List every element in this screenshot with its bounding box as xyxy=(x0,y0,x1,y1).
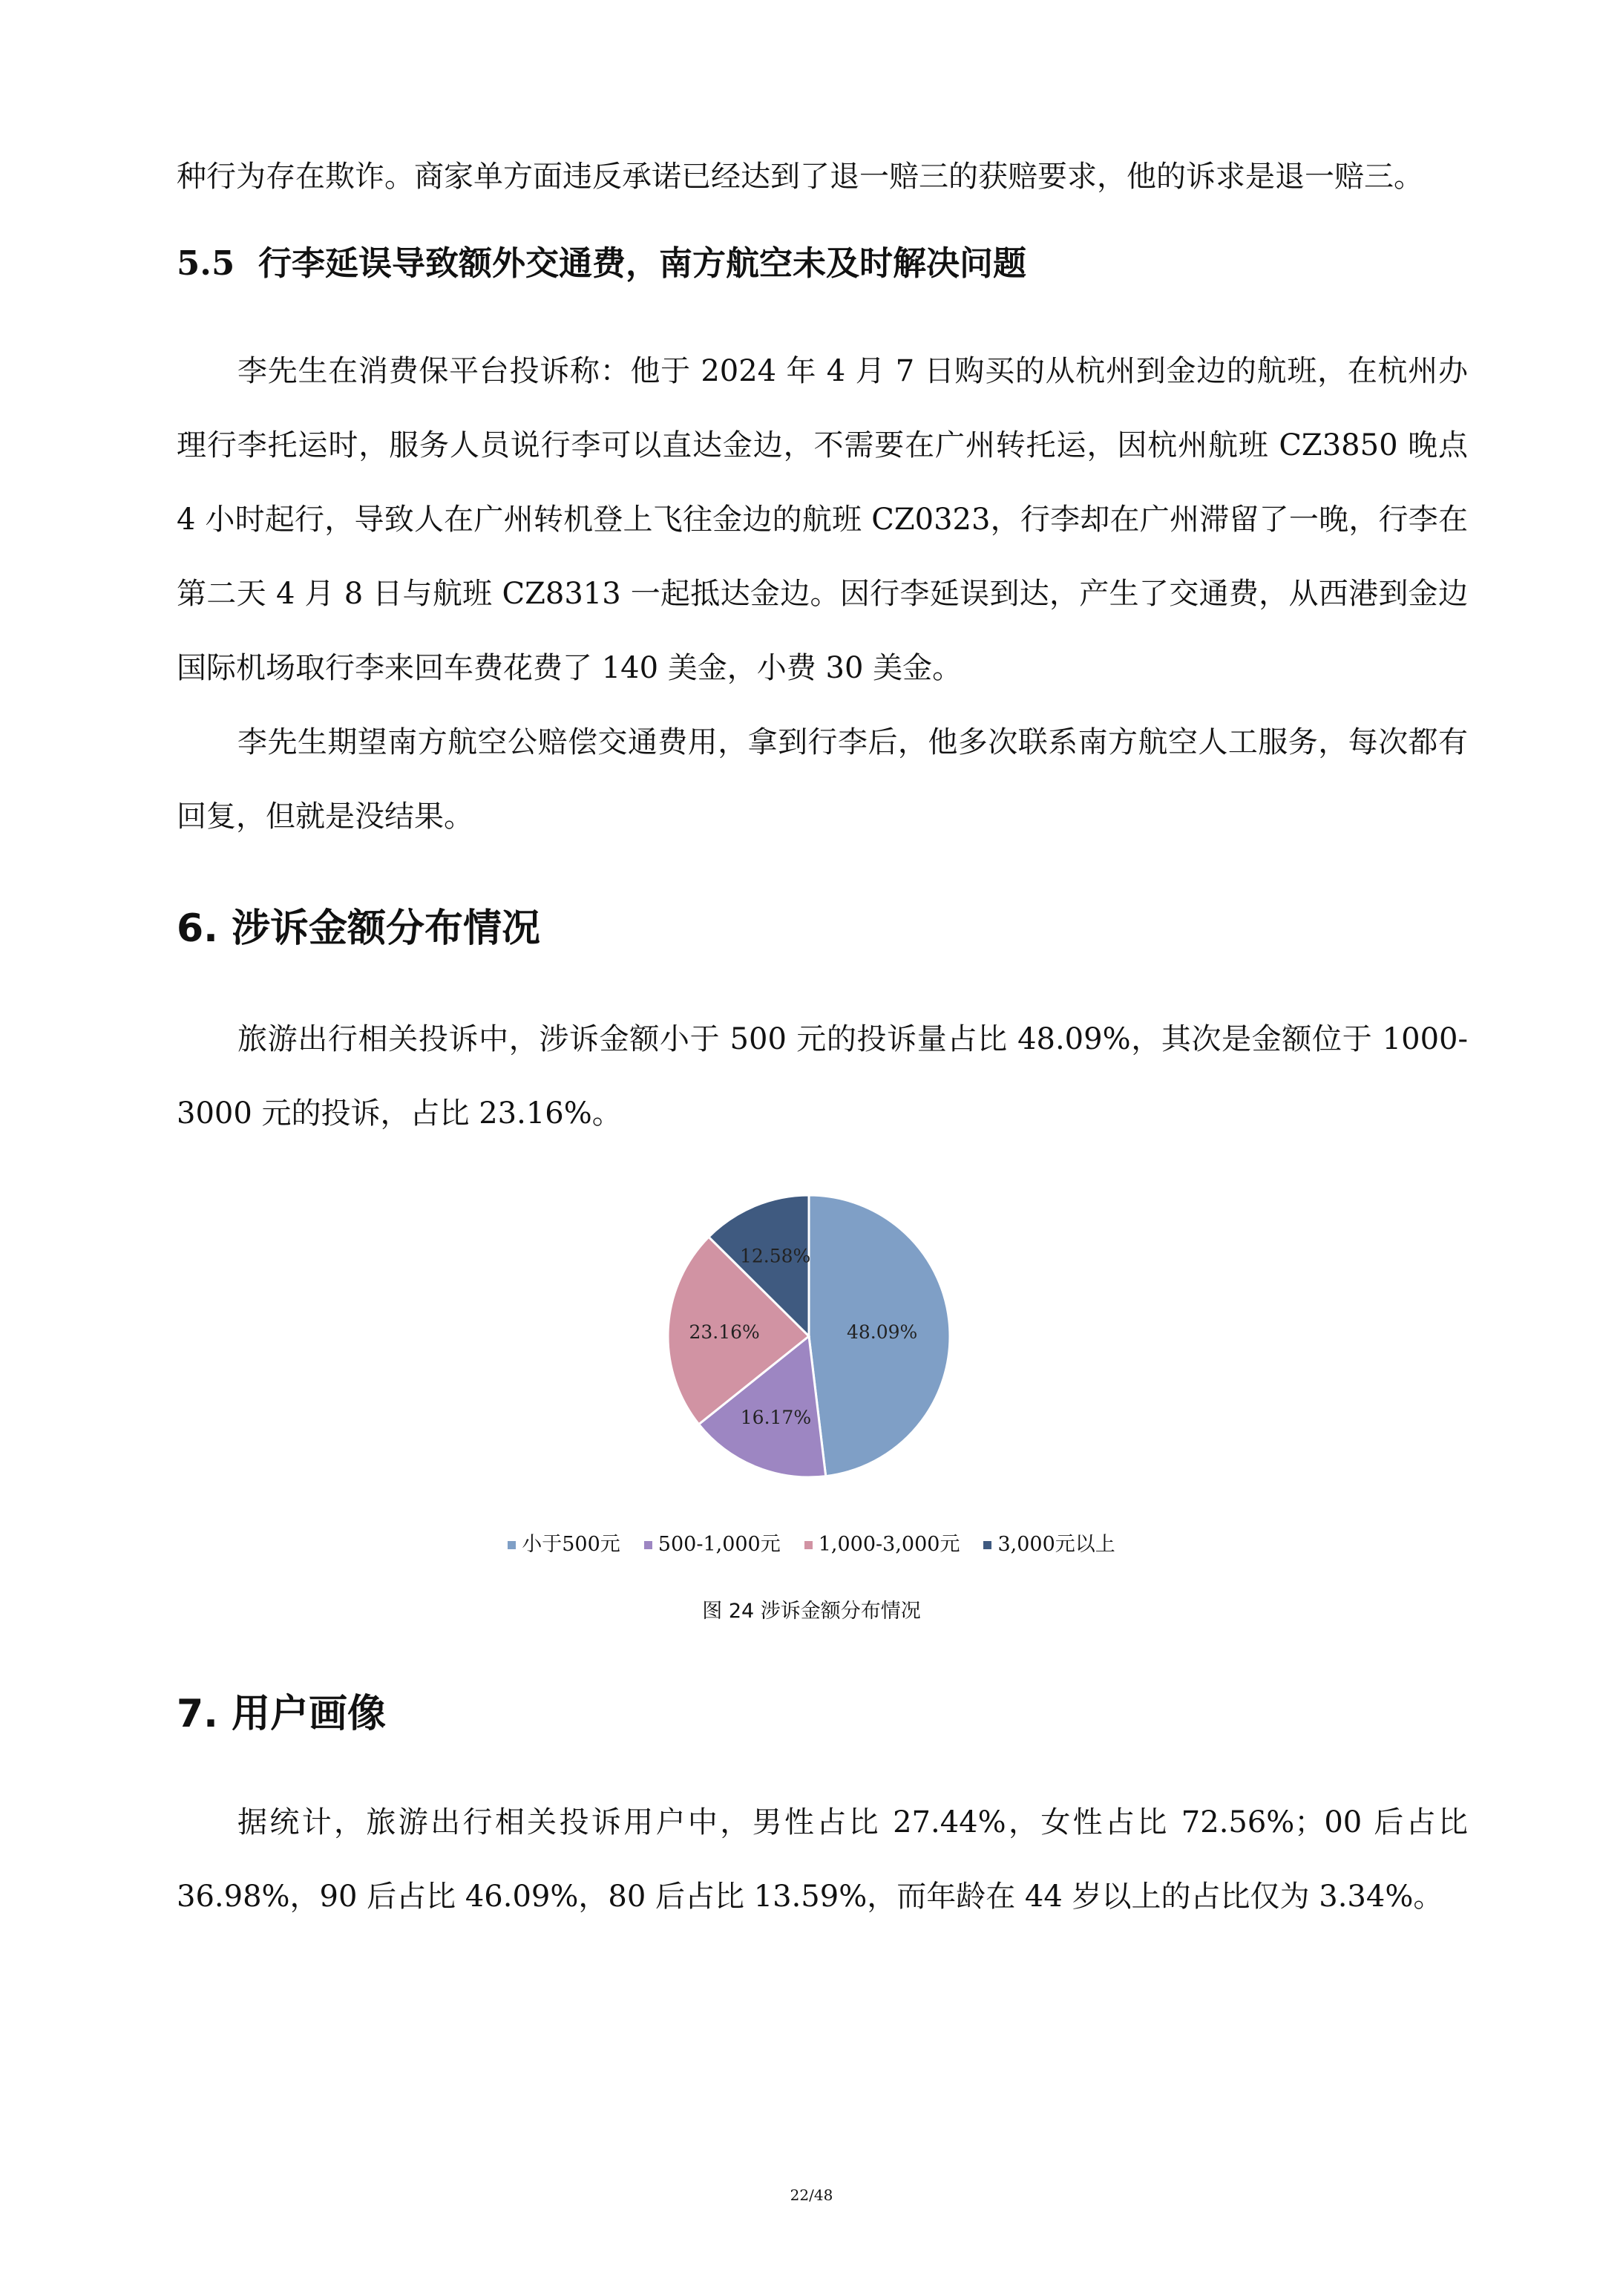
legend-label-1: 500-1,000元 xyxy=(658,1533,781,1556)
section-5-5-title: 行李延误导致额外交通费，南方航空未及时解决问题 xyxy=(258,243,1027,283)
legend-swatch-3 xyxy=(983,1541,991,1549)
pie-data-label-1: 16.17% xyxy=(740,1407,812,1429)
legend-label-0: 小于500元 xyxy=(522,1533,620,1556)
legend-swatch-0 xyxy=(508,1541,516,1549)
section-5-5-heading xyxy=(177,236,1026,284)
section-6-heading: 6. 涉诉金额分布情况 xyxy=(177,906,541,951)
legend-label-2: 1,000-3,000元 xyxy=(818,1533,960,1556)
section-7-heading: 7. 用户画像 xyxy=(177,1692,387,1736)
legend-swatch-1 xyxy=(644,1541,652,1549)
page-number: 22/48 xyxy=(790,2186,833,2204)
legend-item-1 xyxy=(644,1528,781,1557)
amount-distribution-pie-chart xyxy=(653,1180,965,1492)
intro-paragraph: 种行为存在欺诈。商家单方面违反承诺已经达到了退一赔三的获赔要求，他的诉求是退一赔三。 xyxy=(177,160,1423,194)
section-6-paragraph: 旅游出行相关投诉中，涉诉金额小于 500 元的投诉量占比 48.09%，其次是金额位于 1000-3000 元的投诉，占比 23.16%。 xyxy=(177,1022,1468,1131)
section-5-5-number: 5.5 xyxy=(177,243,235,283)
legend-item-3 xyxy=(983,1528,1115,1557)
chart-legend xyxy=(0,1528,1623,1557)
section-7-paragraph: 据统计，旅游出行相关投诉用户中，男性占比 27.44%，女性占比 72.56%；00 后占比 36.98%，90 后占比 46.09%，80 后占比 13.59%，而年龄在 44 岁以上的占比仅为 3.34%。 xyxy=(177,1805,1468,1914)
pie-data-label-3: 12.58% xyxy=(739,1245,811,1267)
pie-data-label-0: 48.09% xyxy=(846,1321,918,1344)
legend-swatch-2 xyxy=(804,1541,813,1549)
figure-caption: 图 24 涉诉金额分布情况 xyxy=(702,1600,921,1623)
legend-item-0 xyxy=(508,1528,620,1557)
section-5-5-paragraph-1: 李先生在消费保平台投诉称：他于 2024 年 4 月 7 日购买的从杭州到金边的航班，在杭州办理行李托运时，服务人员说行李可以直达金边，不需要在广州转托运，因杭州航班 CZ3850 晚点 4 小时起行，导致人在广州转机登上飞往金边的航班 CZ0323，行李却在广州滞留了一晚，行李在第二天 4 月 8 日与航班 CZ8313 一起抵达金边。因行李延误到达，产生了交通费，从西港到金边国际机场取行李来回车费花费了 140 美金，小费 30 美金。 xyxy=(177,354,1468,685)
section-5-5-paragraph-2: 李先生期望南方航空公赔偿交通费用，拿到行李后，他多次联系南方航空人工服务，每次都有回复，但就是没结果。 xyxy=(177,725,1468,834)
pie-data-label-2: 23.16% xyxy=(689,1321,760,1343)
legend-item-2 xyxy=(804,1528,960,1557)
legend-label-3: 3,000元以上 xyxy=(997,1533,1115,1556)
